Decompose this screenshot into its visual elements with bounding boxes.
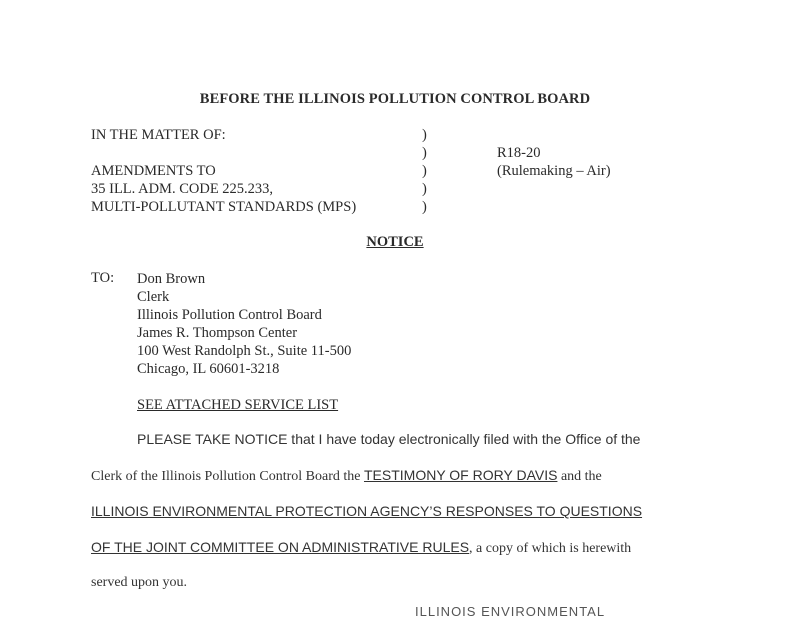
address-line: 100 West Randolph St., Suite 11-500 xyxy=(137,343,352,359)
docket-type: (Rulemaking – Air) xyxy=(497,163,611,179)
docket-number: R18-20 xyxy=(497,145,541,161)
body-line-5: served upon you. xyxy=(91,575,188,590)
body-line-1: PLEASE TAKE NOTICE that I have today electronically filed with the Office of the xyxy=(137,431,641,447)
caption-line-2: 35 ILL. ADM. CODE 225.233, xyxy=(91,181,274,197)
page-title: BEFORE THE ILLINOIS POLLUTION CONTROL BOARD xyxy=(199,91,591,107)
body-line-4: OF THE JOINT COMMITTEE ON ADMINISTRATIVE RULES, a copy of which is herewith xyxy=(91,539,632,556)
caption-line-3: MULTI-POLLUTANT STANDARDS (MPS) xyxy=(91,199,357,215)
address-line: Clerk xyxy=(137,289,170,305)
caption-line-1: AMENDMENTS TO xyxy=(91,163,216,179)
caption-paren: ) xyxy=(422,145,427,161)
caption-paren: ) xyxy=(422,199,427,215)
service-list-link: SEE ATTACHED SERVICE LIST xyxy=(137,397,339,413)
address-block xyxy=(137,270,351,378)
body-line-3: ILLINOIS ENVIRONMENTAL PROTECTION AGENCY’S RESPONSES TO QUESTIONS xyxy=(91,503,643,519)
caption-paren: ) xyxy=(422,163,427,179)
matter-label: IN THE MATTER OF: xyxy=(91,127,226,143)
address-line: James R. Thompson Center xyxy=(137,325,298,341)
address-line: Don Brown xyxy=(137,271,206,287)
caption-paren: ) xyxy=(422,181,427,197)
caption-paren: ) xyxy=(422,127,427,143)
signature-block-partial: ILLINOIS ENVIRONMENTAL xyxy=(415,604,606,619)
to-label: TO: xyxy=(91,270,115,286)
body-line-2: Clerk of the Illinois Pollution Control Board the TESTIMONY OF RORY DAVIS and the xyxy=(91,467,602,484)
notice-heading: NOTICE xyxy=(366,234,424,250)
address-line: Illinois Pollution Control Board xyxy=(137,307,322,323)
address-line: Chicago, IL 60601-3218 xyxy=(137,361,280,377)
